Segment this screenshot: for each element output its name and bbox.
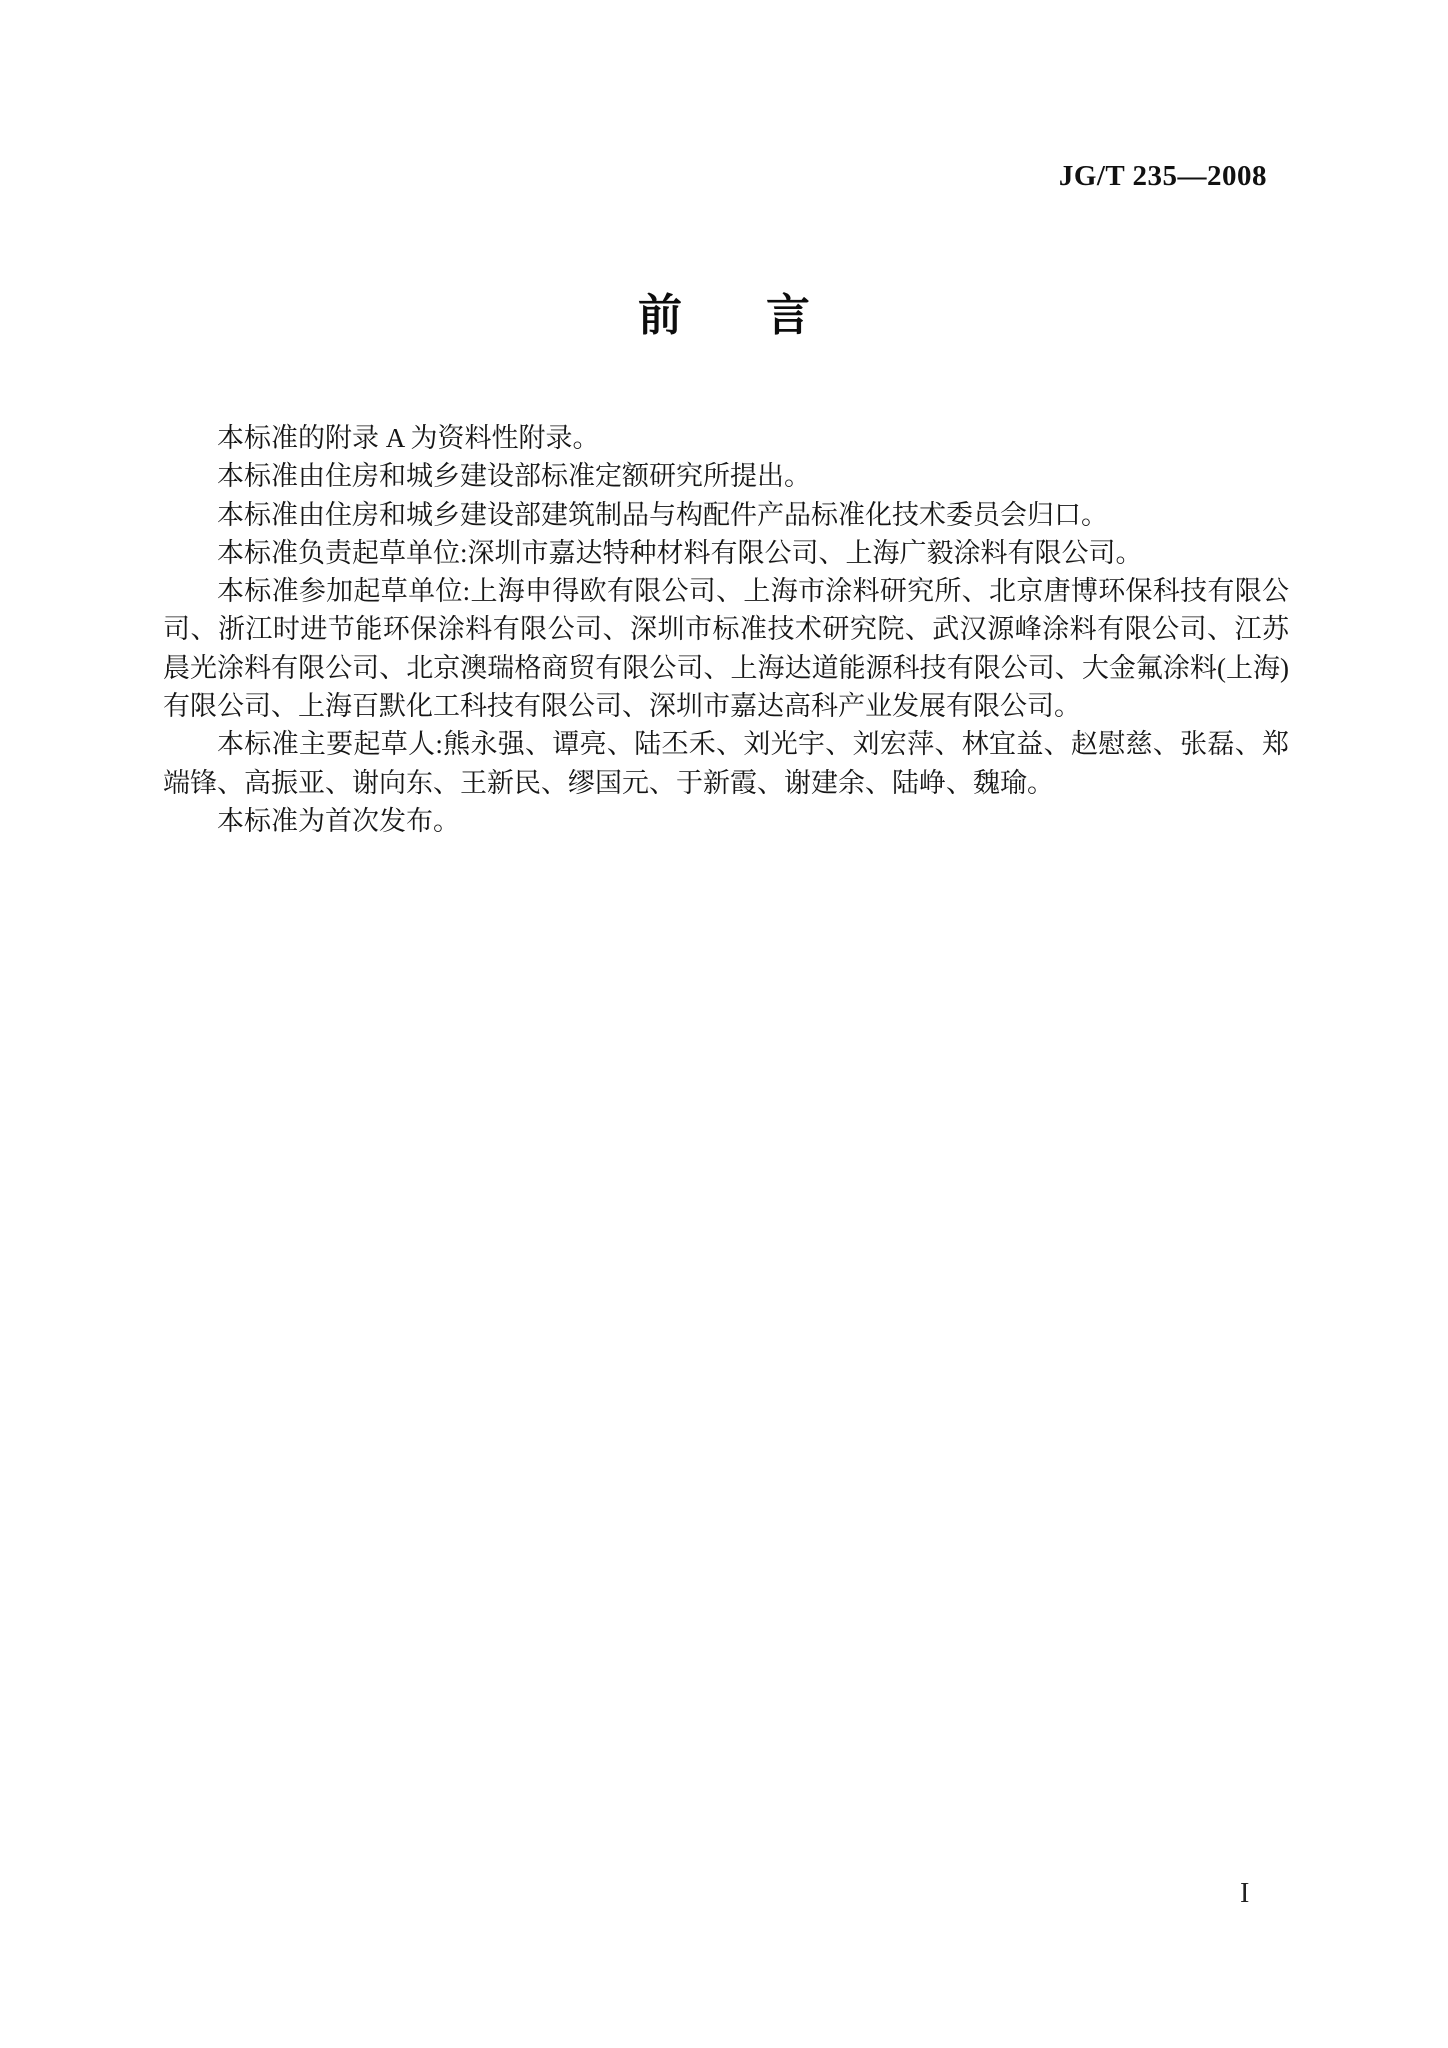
page-title-char-2: 言 — [766, 291, 810, 340]
foreword-body — [163, 419, 1289, 840]
foreword-paragraph-first-issue: 本标准为首次发布。 — [217, 805, 460, 836]
foreword-paragraph-annex: 本标准的附录 A 为资料性附录。 — [217, 423, 600, 453]
foreword-paragraph-chief-drafters: 本标准主要起草人:熊永强、谭亮、陆丕禾、刘光宇、刘宏萍、林宜益、赵慰慈、张磊、郑端锋、高振亚、谢向东、王新民、缪国元、于新霞、谢建余、陆峥、魏瑜。 — [163, 729, 1289, 798]
foreword-paragraph-under-jurisdiction: 本标准由住房和城乡建设部建筑制品与构配件产品标准化技术委员会归口。 — [217, 499, 1108, 530]
page-title — [0, 292, 1448, 340]
standard-code-header: JG/T 235—2008 — [1058, 160, 1267, 192]
foreword-paragraph-proposed-by: 本标准由住房和城乡建设部标准定额研究所提出。 — [217, 461, 811, 492]
page-number: I — [1240, 1878, 1250, 1909]
foreword-paragraph-participating-organizations: 本标准参加起草单位:上海申得欧有限公司、上海市涂料研究所、北京唐博环保科技有限公司、浙江时进节能环保涂料有限公司、深圳市标准技术研究院、武汉源峰涂料有限公司、江苏晨光涂料有限公司、北京澳瑞格商贸有限公司、上海达道能源科技有限公司、大金氟涂料(上海)有限公司、上海百默化工科技有限公司、深圳市嘉达高科产业发展有限公司。 — [163, 576, 1289, 722]
foreword-paragraph-chief-drafting-organizations: 本标准负责起草单位:深圳市嘉达特种材料有限公司、上海广毅涂料有限公司。 — [217, 537, 1143, 568]
page-title-char-1: 前 — [638, 291, 682, 340]
